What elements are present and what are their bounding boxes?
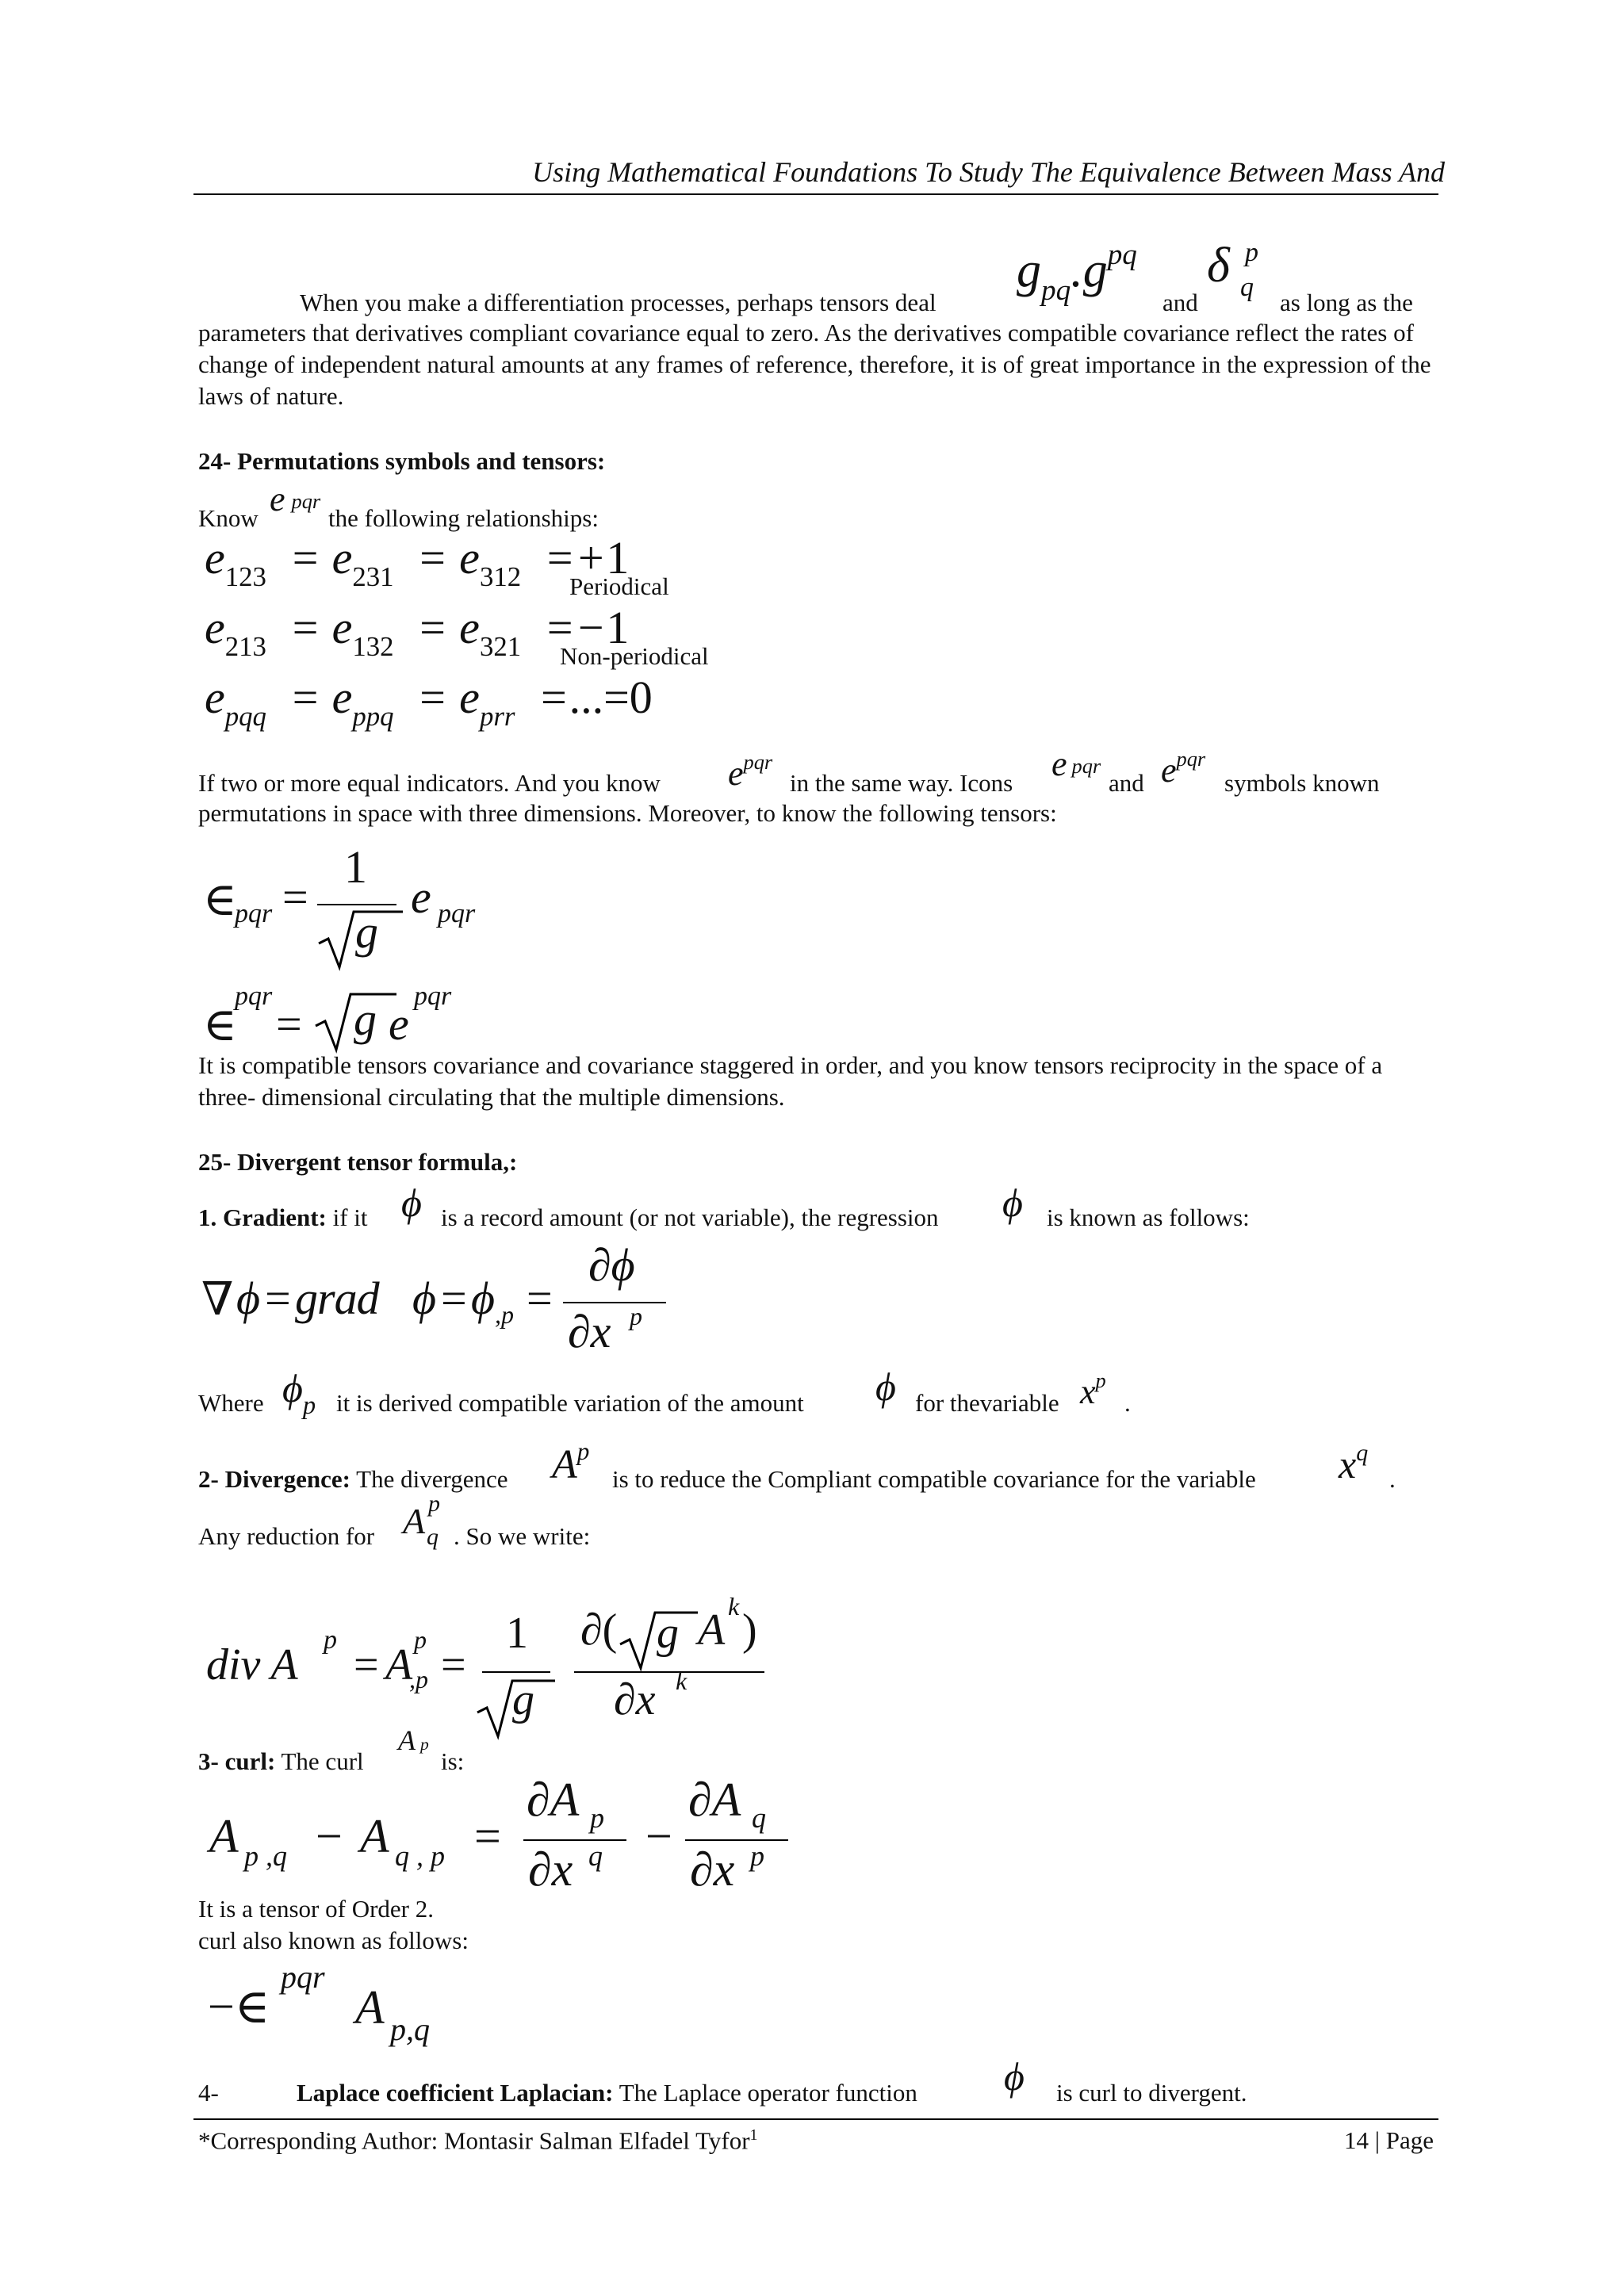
- curl-line: 3- curl: The curl: [198, 1747, 364, 1775]
- gradient-line: 1. Gradient: if it: [198, 1203, 368, 1231]
- gradient-line-b: is a record amount (or not variable), the regression: [441, 1203, 939, 1231]
- header-rule: [193, 193, 1438, 195]
- divergence-line: 2- Divergence: The divergence: [198, 1465, 508, 1493]
- formula-delta-sup: p: [1245, 238, 1258, 267]
- intro-line1: When you make a differentiation processes, perhaps tensors deal: [300, 289, 936, 316]
- laplace-line-b: is curl to divergent.: [1056, 2079, 1247, 2107]
- divergence-dot: .: [1389, 1465, 1396, 1493]
- formula-zero: $e_{pqq} = e_{ppq} = e_{prr} =...=0$: [205, 672, 653, 732]
- para-compatible-tensors: It is compatible tensors covariance and covariance staggered in order, and you know tensors reciprocity in the space of a three- dimensional circulating that the multiple dimensions.: [198, 1051, 1383, 1111]
- section-24-heading: 24- Permutations symbols and tensors:: [198, 447, 606, 475]
- phi-p-symbol: $\phi_p$: [282, 1366, 316, 1420]
- formula-divergence: div A p = A p ,p = 1 g ∂( g A k ) ∂x k: [206, 1601, 761, 1736]
- A-p-q-sub: q: [427, 1524, 439, 1550]
- A-sub-p-symbol: A p: [398, 1724, 429, 1756]
- where-dot: .: [1124, 1389, 1131, 1417]
- phi-symbol-3: ϕ: [875, 1364, 896, 1409]
- label-nonperiodical: Non-periodical: [560, 642, 709, 670]
- any-reduction-a: Any reduction for: [198, 1522, 375, 1550]
- where-a: Where: [198, 1389, 264, 1417]
- running-header: Using Mathematical Foundations To Study The Equivalence Between Mass And: [532, 156, 1445, 188]
- footer-author: *Corresponding Author: Montasir Salman Elfadel Tyfor$^1$: [198, 2126, 758, 2155]
- formula-e-pqr-know: e pqr: [270, 480, 321, 519]
- intro-and: and: [1162, 289, 1198, 316]
- formula-gradient: ∇ ϕ = grad ϕ = ϕ ,p = ∂ϕ ∂x p: [201, 1242, 645, 1360]
- laplace-line: Laplace coefficient Laplacian: The Laplace operator function: [297, 2079, 917, 2107]
- formula-delta: δ: [1207, 239, 1230, 293]
- laplace-num: 4-: [198, 2079, 219, 2107]
- A-p-q-sup: p: [428, 1490, 440, 1517]
- para-same-way: in the same way. Icons: [790, 769, 1013, 797]
- curl-line-b: is:: [441, 1747, 465, 1775]
- formula-curl: A p ,q − A q , p = ∂A p ∂x q − ∂A q ∂x p: [209, 1773, 812, 1900]
- section-25-heading: 25- Divergent tensor formula,:: [198, 1148, 518, 1176]
- formula-g-pq: $g_{pq}.g^{pq}$: [1017, 239, 1137, 307]
- know-rest: the following relationships:: [328, 504, 599, 532]
- para-permutations: permutations in space with three dimensions. Moreover, to know the following tensors:: [198, 799, 1057, 827]
- x-q-symbol: $x^q$: [1339, 1439, 1369, 1487]
- intro-rest: parameters that derivatives compliant covariance equal to zero. As the derivatives compatible covariance reflect the rates of change of independent natural amounts at any frames of reference, therefore, it is of great importance in the expression of the laws of nature.: [198, 319, 1431, 410]
- para-and: and: [1109, 769, 1144, 797]
- formula-nonperiodical: $e_{213} = e_{132} = e_{321} =-1$: [205, 602, 630, 662]
- intro-line1-end: as long as the: [1280, 289, 1413, 316]
- where-b: it is derived compatible variation of the amount: [336, 1389, 804, 1417]
- phi-symbol-2: ϕ: [1002, 1181, 1023, 1225]
- formula-e-sup-pqr-1: $e^{pqr}$: [728, 750, 773, 793]
- A-p-symbol: $A^p$: [552, 1437, 590, 1487]
- label-periodical: Periodical: [569, 572, 669, 600]
- where-c: for thevariable: [915, 1389, 1059, 1417]
- formula-delta-sub: q: [1240, 273, 1254, 302]
- x-p-symbol: $x^p$: [1080, 1368, 1106, 1411]
- footer-page: 14 | Page: [1344, 2126, 1434, 2154]
- para-two-equal: If two or more equal indicators. And you know: [198, 769, 661, 797]
- para-symbols-known: symbols known: [1224, 769, 1380, 797]
- A-p-q-symbol: A: [403, 1501, 426, 1541]
- know-label: Know: [198, 504, 259, 532]
- phi-symbol-4: ϕ: [1004, 2054, 1025, 2099]
- footer-rule: [193, 2118, 1438, 2120]
- curl-also: curl also known as follows:: [198, 1927, 469, 1954]
- gradient-line-c: is known as follows:: [1047, 1203, 1250, 1231]
- formula-e-sup-pqr-2: $e^{pqr}$: [1161, 747, 1206, 790]
- any-reduction-b: . So we write:: [454, 1522, 591, 1550]
- phi-symbol-1: ϕ: [401, 1181, 422, 1225]
- divergence-line-b: is to reduce the Compliant compatible covariance for the variable: [612, 1465, 1256, 1493]
- tensor-order-2: It is a tensor of Order 2.: [198, 1895, 434, 1923]
- formula-periodical: $e_{123} = e_{231} = e_{312} =+1$: [205, 532, 630, 592]
- formula-curl-epsilon: −∈ pqr A p,q: [208, 1959, 430, 2047]
- formula-e-sub-pqr-icons: e pqr: [1051, 744, 1101, 783]
